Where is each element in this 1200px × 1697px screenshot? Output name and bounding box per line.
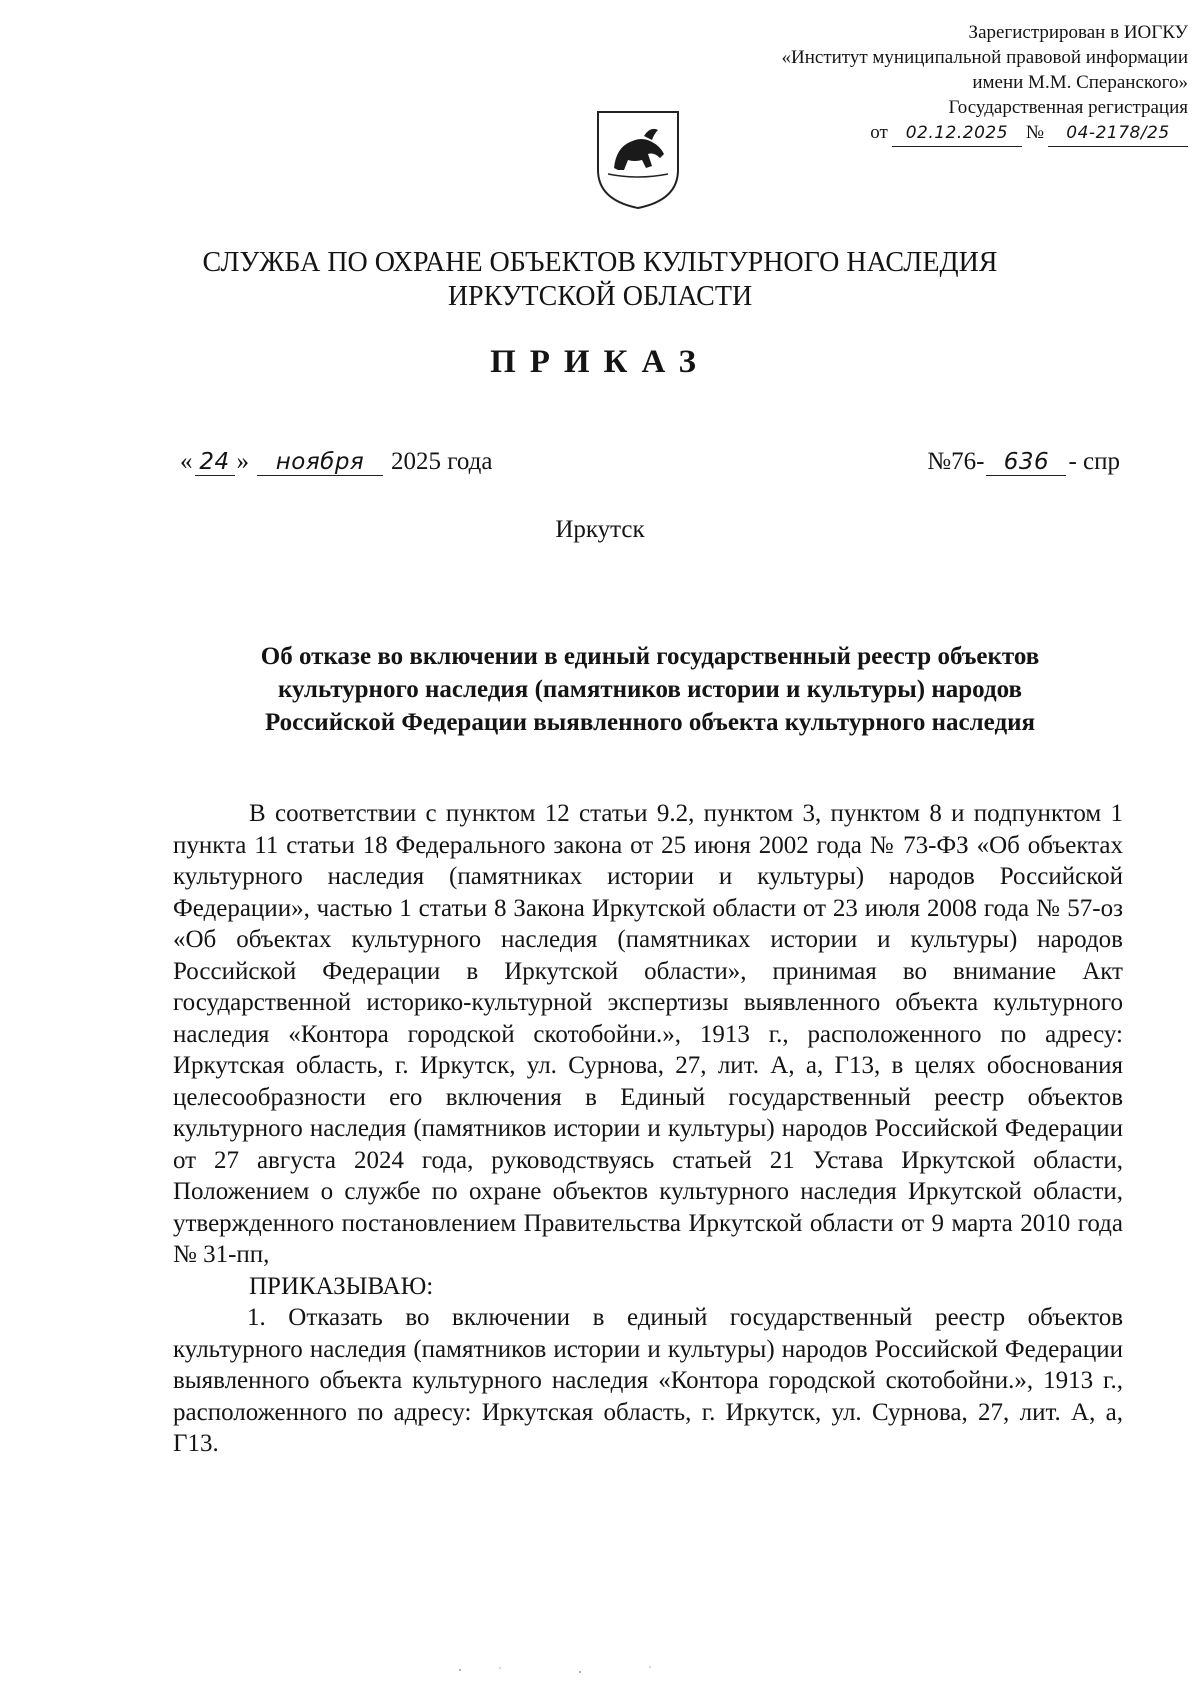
agency-name-line-2: ИРКУТСКОЙ ОБЛАСТИ (447, 281, 753, 312)
subject-line-3: Российской Федерации выявленного объекта культурного наследия (264, 709, 1036, 736)
preamble-paragraph: В соответствии с пунктом 12 статьи 9.2, пунктом 3, пунктом 8 и подпунктом 1 пункта 11 статьи 18 Федерального закона от 25 июня 2002 года № 73-ФЗ «Об объектах культурного наследия (памятниках истории и культуры) народов Российской Федерации», частью 1 статьи 8 Закона Иркутской области от 23 июля 2008 года № 57-оз «Об объектах культурного наследия (памятниках истории и культуры) народов Российской Федерации в Иркутской области», принимая во внимание Акт государственной историко-культурной экспертизы выявленного объекта культурного наследия «Контора городской скотобойни.», 1913 г., расположенного по адресу: Иркутская область, г. Иркутск, ул. Сурнова, 27, лит. А, а, Г13, в целях обоснования целесообразности его включения в Единый государственный реестр объектов культурного наследия (памятников истории и культуры) народов Российской Федерации от 27 августа 2024 года, руководствуясь статьей 21 Устава Иркутской области, Положением о службе по охране объектов культурного наследия Иркутской области, утвержденного постановлением Правительства Иркутской области от 9 марта 2010 года № 31-пп, (173, 800, 1123, 1268)
subject-line-1: Об отказе во включении в единый государственный реестр объектов (260, 643, 1040, 670)
registration-line-3: имени М.М. Сперанского» (972, 72, 1188, 93)
scan-specks (440, 1660, 700, 1680)
registration-details (668, 120, 1188, 147)
order-number-suffix: - спр (1068, 448, 1120, 475)
order-date (180, 448, 492, 476)
order-word: ПРИКАЗЫВАЮ: (249, 1272, 434, 1300)
city-name: Иркутск (555, 516, 645, 543)
order-date-row (180, 448, 1120, 476)
registration-stamp (668, 20, 1188, 147)
order-date-month: ноября (257, 449, 383, 476)
registration-number-value: 04-2178/25 (1048, 121, 1188, 147)
order-date-open-quote: « (180, 448, 193, 475)
document-type-title: ПРИКАЗ (490, 344, 710, 380)
registration-number-prefix: № (1025, 122, 1044, 143)
irkutsk-coat-of-arms-icon (594, 108, 682, 212)
registration-line-1: Зарегистрирован в ИОГКУ (968, 22, 1188, 43)
order-date-close-quote: » (236, 448, 249, 475)
agency-name (0, 246, 1200, 314)
order-body (173, 798, 1123, 1460)
subject-line-2: культурного наследия (памятников истории и культуры) народов (277, 676, 1022, 703)
order-number-handwritten: 636 (986, 449, 1066, 476)
order-date-year: 2025 года (391, 448, 493, 475)
order-item-1: 1. Отказать во включении в единый государственный реестр объектов культурного наследия (памятников истории и культуры) народов Российской Федерации выявленного объекта культурного наследия «Контора городской скотобойни.», 1913 г., расположенного по адресу: Иркутская область, г. Иркутск, ул. Сурнова, 27, лит. А, а, Г13. (173, 1304, 1123, 1457)
registration-line-4: Государственная регистрация (948, 97, 1188, 118)
order-subject (180, 640, 1120, 739)
registration-date-prefix: от (870, 122, 888, 143)
order-date-day: 24 (195, 449, 235, 476)
registration-date-value: 02.12.2025 (892, 121, 1022, 147)
order-number-prefix: №76- (927, 448, 985, 475)
registration-line-2: «Институт муниципальной правовой информации (781, 47, 1188, 68)
order-number (927, 448, 1120, 476)
agency-name-line-1: СЛУЖБА ПО ОХРАНЕ ОБЪЕКТОВ КУЛЬТУРНОГО НАСЛЕДИЯ (202, 247, 998, 278)
